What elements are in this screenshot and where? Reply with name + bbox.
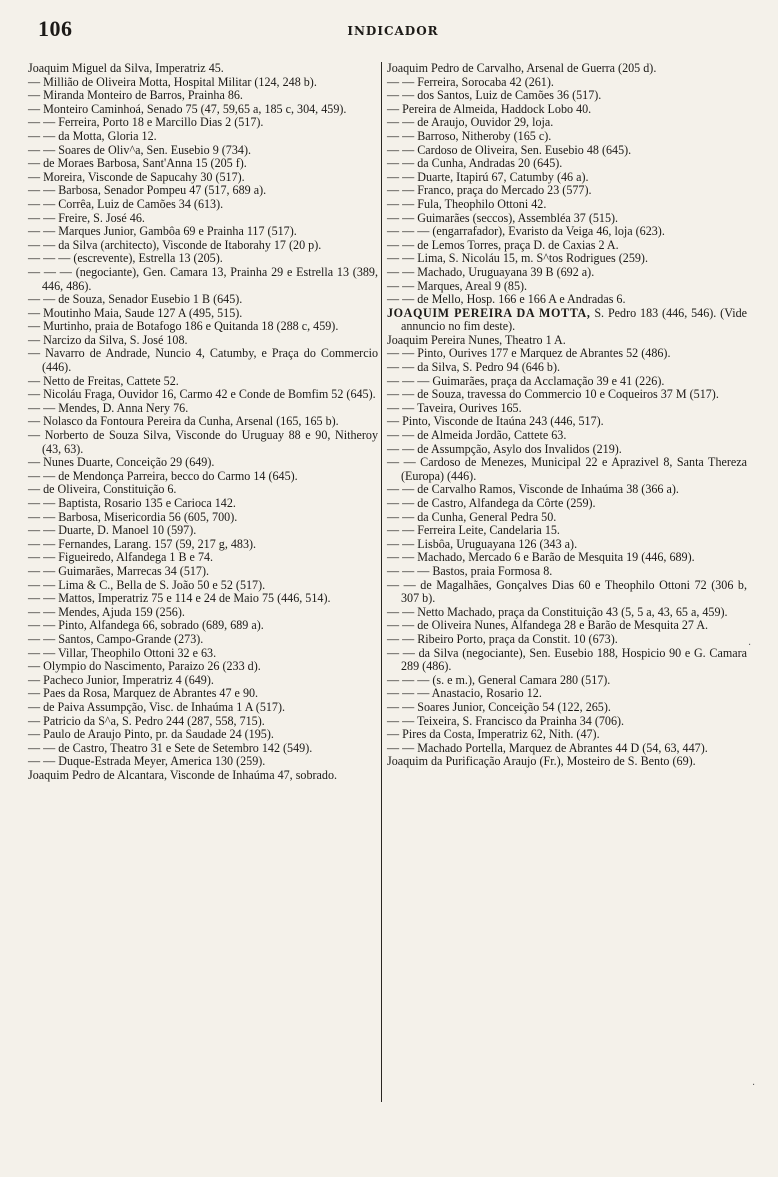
directory-entry	[387, 565, 747, 579]
entry-text: — — da Cunha, General Pedra 50.	[387, 509, 557, 524]
directory-entry	[387, 144, 747, 158]
entry-text: — — de Almeida Jordão, Cattete 63.	[387, 428, 567, 443]
directory-entry: — — de Mendonça Parreira, becco do Carmo 14 (645).	[28, 468, 298, 483]
directory-entry: — de Paiva Assumpção, Visc. de Inhaúma 1 A (517).	[28, 699, 286, 714]
directory-entry	[387, 415, 747, 429]
directory-entry: — Nunes Duarte, Conceição 29 (649).	[28, 455, 215, 470]
directory-entry	[387, 728, 747, 742]
directory-entry: — — Mendes, Ajuda 159 (256).	[28, 604, 185, 619]
directory-entry: — — Villar, Theophilo Ottoni 32 e 63.	[28, 645, 217, 660]
directory-entry	[387, 239, 747, 253]
directory-entry	[387, 198, 747, 212]
directory-entry	[387, 715, 747, 729]
entry-text: — — de Mello, Hosp. 166 e 166 A e Andradas 6.	[387, 292, 626, 307]
directory-entry: — — Santos, Campo-Grande (273).	[28, 631, 204, 646]
entry-text: — — de Carvalho Ramos, Visconde de Inhaúma 38 (366 a).	[387, 482, 679, 497]
directory-entry: — Narcizo da Silva, S. José 108.	[28, 332, 188, 347]
directory-entry: — Patricio da S^a, S. Pedro 244 (287, 558, 715).	[28, 713, 265, 728]
margin-speck: ·	[752, 1080, 756, 1091]
entry-text: — — de Assumpção, Asylo dos Invalidos (219).	[387, 441, 622, 456]
entry-text: — — Soares Junior, Conceição 54 (122, 265).	[387, 699, 611, 714]
entry-text: — — Pinto, Ourives 177 e Marquez de Abrantes 52 (486).	[387, 346, 671, 361]
entry-text: — — Duarte, Itapirú 67, Catumby (46 a).	[387, 169, 589, 184]
directory-entry	[387, 280, 747, 294]
directory-entry	[387, 579, 747, 606]
directory-entry: — Nicoláu Fraga, Ouvidor 16, Carmo 42 e Conde de Bomfim 52 (645).	[28, 387, 376, 402]
directory-entry: — Moreira, Visconde de Sapucahy 30 (517).	[28, 169, 245, 184]
directory-entry: — Miranda Monteiro de Barros, Prainha 86.	[28, 88, 243, 103]
directory-entry: — — Guimarães, Marrecas 34 (517).	[28, 563, 210, 578]
directory-entry	[387, 334, 747, 348]
entry-text: — — Ferreira, Sorocaba 42 (261).	[387, 74, 554, 89]
directory-entry	[387, 103, 747, 117]
directory-entry: — Paes da Rosa, Marquez de Abrantes 47 e 90.	[28, 686, 259, 701]
entry-text: — — Ribeiro Porto, praça da Constit. 10 (673).	[387, 631, 618, 646]
directory-entry: — Navarro de Andrade, Nuncio 4, Catumby, e Praça do Commercio (446).	[28, 346, 378, 375]
directory-entry	[387, 252, 747, 266]
directory-entry: — — Corrêa, Luiz de Camões 34 (613).	[28, 196, 224, 211]
right-column	[387, 62, 747, 769]
entry-text: — — Machado Portella, Marquez de Abrantes 44 D (54, 63, 447).	[387, 740, 708, 755]
directory-entry: — — Barbosa, Senador Pompeu 47 (517, 689 a).	[28, 183, 267, 198]
directory-entry	[387, 456, 747, 483]
directory-entry	[387, 633, 747, 647]
directory-entry: — — Baptista, Rosario 135 e Carioca 142.	[28, 496, 236, 510]
entry-text: — — — (engarrafador), Evaristo da Veiga 46, loja (623).	[387, 224, 665, 239]
directory-entry: — — Mattos, Imperatriz 75 e 114 e 24 de Maio 75 (446, 514).	[28, 591, 331, 606]
entry-text: — — da Silva, S. Pedro 94 (646 b).	[387, 360, 560, 375]
directory-entry: — — Fernandes, Larang. 157 (59, 217 g, 483).	[28, 536, 257, 551]
directory-entry	[387, 212, 747, 226]
directory-entry	[387, 157, 747, 171]
directory-entry	[387, 674, 747, 688]
entry-text: — — de Souza, travessa do Commercio 10 e Coqueiros 37 M (517).	[387, 387, 719, 402]
directory-entry: — de Moraes Barbosa, Sant'Anna 15 (205 f).	[28, 156, 247, 171]
directory-entry	[387, 347, 747, 361]
column-divider	[381, 62, 382, 1102]
entry-text: — — Lima, S. Nicoláu 15, m. S^tos Rodrigues (259).	[387, 251, 648, 266]
directory-entry	[387, 524, 747, 538]
entry-text: S. Pedro 183 (446, 546). (Vide annuncio no fim deste).	[401, 305, 747, 334]
directory-entry: — — Freire, S. José 46.	[28, 210, 145, 225]
directory-entry	[387, 483, 747, 497]
entry-text: — — — Guimarães, praça da Acclamação 39 e 41 (226).	[387, 373, 665, 388]
entry-text: — — da Silva (negociante), Sen. Eusebio 188, Hospicio 90 e G. Camara 289 (486).	[387, 645, 747, 674]
directory-entry: — — Barbosa, Misericordia 56 (605, 700).	[28, 509, 238, 524]
entry-text: — — Taveira, Ourives 165.	[387, 400, 522, 415]
margin-speck: ·	[748, 640, 752, 651]
directory-entry: — — de Castro, Theatro 31 e Sete de Setembro 142 (549).	[28, 740, 313, 755]
directory-entry: — — Pinto, Alfandega 66, sobrado (689, 689 a).	[28, 618, 264, 633]
running-title: INDICADOR	[347, 24, 439, 38]
entry-text: — — de Oliveira Nunes, Alfandega 28 e Barão de Mesquita 27 A.	[387, 618, 709, 633]
directory-entry	[387, 116, 747, 130]
directory-entry: — — Figueiredo, Alfandega 1 B e 74.	[28, 550, 214, 565]
directory-entry: — — Soares de Oliv^a, Sen. Eusebio 9 (734).	[28, 142, 251, 157]
entry-text: Joaquim da Purificação Araujo (Fr.), Mosteiro de S. Bento (69).	[387, 754, 696, 769]
directory-entry	[387, 130, 747, 144]
directory-entry: — Monteiro Caminhoá, Senado 75 (47, 59,65 a, 185 c, 304, 459).	[28, 101, 347, 116]
directory-entry	[387, 551, 747, 565]
featured-name: JOAQUIM PEREIRA DA MOTTA,	[387, 305, 591, 320]
entry-text: — — Ferreira Leite, Candelaria 15.	[387, 523, 560, 538]
directory-entry: — — Duque-Estrada Meyer, America 130 (259).	[28, 754, 266, 769]
directory-entry: — — de Souza, Senador Eusebio 1 B (645).	[28, 292, 243, 307]
directory-entry: — — da Motta, Gloria 12.	[28, 128, 157, 143]
left-column	[28, 62, 378, 782]
directory-entry	[387, 171, 747, 185]
entry-text: — Pinto, Visconde de Itaúna 243 (446, 517).	[387, 414, 604, 429]
directory-entry	[387, 402, 747, 416]
entry-text: — — — (s. e m.), General Camara 280 (517).	[387, 672, 611, 687]
directory-entry	[387, 701, 747, 715]
entry-text: — — Cardoso de Menezes, Municipal 22 e Aprazivel 8, Santa Thereza (Europa) (446).	[387, 455, 747, 483]
directory-entry: — — — (escrevente), Estrella 13 (205).	[28, 251, 223, 266]
directory-entry: — Netto de Freitas, Cattete 52.	[28, 373, 179, 388]
entry-text: — — — Bastos, praia Formosa 8.	[387, 563, 553, 578]
entry-text: — — Cardoso de Oliveira, Sen. Eusebio 48 (645).	[387, 142, 632, 157]
directory-entry: — Murtinho, praia de Botafogo 186 e Quitanda 18 (288 c, 459).	[28, 319, 339, 334]
directory-entry: — Pacheco Junior, Imperatriz 4 (649).	[28, 672, 214, 687]
directory-entry: — Moutinho Maia, Saude 127 A (495, 515).	[28, 305, 243, 320]
directory-entry	[387, 89, 747, 103]
directory-entry	[387, 497, 747, 511]
directory-entry: — de Oliveira, Constituição 6.	[28, 482, 177, 497]
directory-entry	[387, 62, 747, 76]
directory-entry	[387, 375, 747, 389]
directory-entry: — — Mendes, D. Anna Nery 76.	[28, 400, 189, 415]
directory-entry	[387, 538, 747, 552]
directory-entry	[387, 606, 747, 620]
directory-entry	[387, 511, 747, 525]
directory-entry	[387, 266, 747, 280]
entry-text: — — dos Santos, Luiz de Camões 36 (517).	[387, 88, 602, 103]
directory-entry: — Millião de Oliveira Motta, Hospital Militar (124, 248 b).	[28, 74, 317, 89]
directory-entry: — Paulo de Araujo Pinto, pr. da Saudade 24 (195).	[28, 727, 274, 742]
directory-entry	[387, 225, 747, 239]
directory-entry: — — Duarte, D. Manoel 10 (597).	[28, 523, 197, 538]
entry-text: Joaquim Pereira Nunes, Theatro 1 A.	[387, 332, 566, 347]
featured-entry	[387, 307, 747, 334]
entry-text: — — — Anastacio, Rosario 12.	[387, 686, 542, 701]
directory-entry	[387, 742, 747, 756]
directory-entry	[387, 429, 747, 443]
entry-text: — Pires da Costa, Imperatriz 62, Nith. (47).	[387, 727, 600, 742]
directory-entry: — — — (negociante), Gen. Camara 13, Prainha 29 e Estrella 13 (389, 446, 486).	[28, 264, 378, 293]
page-number: 106	[38, 16, 73, 41]
directory-entry: Joaquim Pedro de Alcantara, Visconde de Inhaúma 47, sobrado.	[28, 767, 338, 782]
directory-entry	[387, 388, 747, 402]
page-header	[38, 14, 748, 48]
directory-entry: — Nolasco da Fontoura Pereira da Cunha, Arsenal (165, 165 b).	[28, 414, 339, 429]
directory-entry: — Norberto de Souza Silva, Visconde do Uruguay 88 e 90, Nitheroy (43, 63).	[28, 428, 378, 456]
entry-text: — — Teixeira, S. Francisco da Prainha 34 (706).	[387, 713, 625, 728]
directory-entry: Joaquim Miguel da Silva, Imperatriz 45.	[28, 61, 224, 75]
directory-entry	[387, 619, 747, 633]
directory-entry: — — Lima & C., Bella de S. João 50 e 52 (517).	[28, 577, 266, 592]
directory-entry: — — Ferreira, Porto 18 e Marcillo Dias 2 (517).	[28, 115, 264, 130]
entry-text: — — Machado, Uruguayana 39 B (692 a).	[387, 264, 595, 279]
directory-entry	[387, 361, 747, 375]
directory-entry	[387, 293, 747, 307]
entry-text: — — Fula, Theophilo Ottoni 42.	[387, 196, 547, 211]
entry-text: — — Lisbôa, Uruguayana 126 (343 a).	[387, 536, 578, 551]
directory-entry	[387, 184, 747, 198]
entry-text: — — Barroso, Nitheroby (165 c).	[387, 128, 552, 143]
directory-entry	[387, 687, 747, 701]
directory-entry: — — da Silva (architecto), Visconde de Itaborahy 17 (20 p).	[28, 237, 322, 252]
entry-text: — — Marques, Areal 9 (85).	[387, 278, 528, 293]
entry-text: — — de Castro, Alfandega da Côrte (259).	[387, 496, 596, 510]
entry-text: Joaquim Pedro de Carvalho, Arsenal de Guerra (205 d).	[387, 61, 657, 75]
entry-text: — — Netto Machado, praça da Constituição 43 (5, 5 a, 43, 65 a, 459).	[387, 604, 728, 619]
directory-entry	[387, 647, 747, 674]
entry-text: — — Franco, praça do Mercado 23 (577).	[387, 183, 592, 198]
directory-entry: — — Marques Junior, Gambôa 69 e Prainha 117 (517).	[28, 224, 297, 239]
entry-text: — — Guimarães (seccos), Assembléa 37 (515).	[387, 210, 619, 225]
directory-entry: — Olympio do Nascimento, Paraizo 26 (233 d).	[28, 659, 261, 674]
entry-text: — — de Lemos Torres, praça D. de Caxias 2 A.	[387, 237, 619, 252]
entry-text: — — de Magalhães, Gonçalves Dias 60 e Theophilo Ottoni 72 (306 b, 307 b).	[387, 577, 747, 606]
entry-text: — Pereira de Almeida, Haddock Lobo 40.	[387, 101, 592, 116]
entry-text: — — da Cunha, Andradas 20 (645).	[387, 156, 563, 171]
directory-entry	[387, 76, 747, 90]
directory-entry	[387, 443, 747, 457]
directory-entry	[387, 755, 747, 769]
entry-text: — — de Araujo, Ouvidor 29, loja.	[387, 115, 554, 130]
entry-text: — — Machado, Mercado 6 e Barão de Mesquita 19 (446, 689).	[387, 550, 695, 565]
